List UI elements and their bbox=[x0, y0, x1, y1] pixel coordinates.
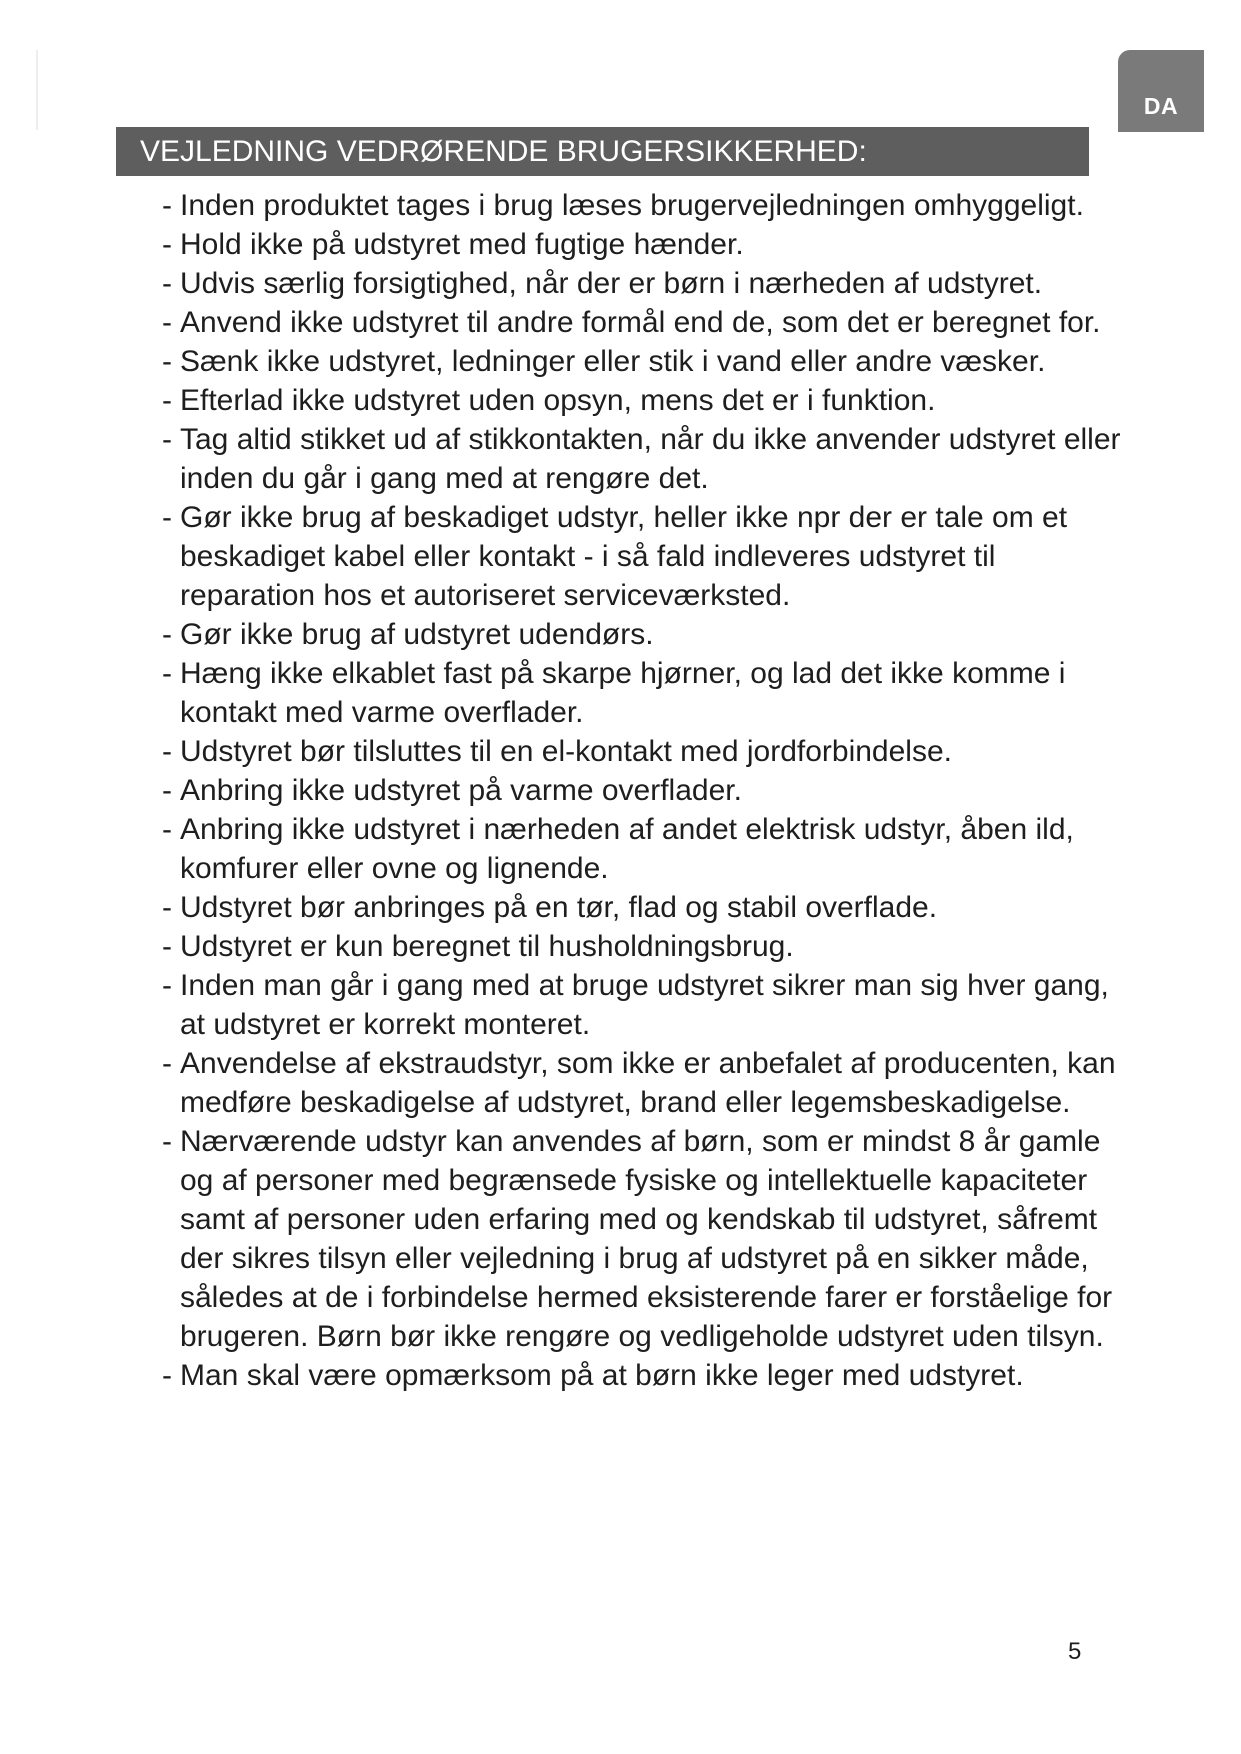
list-item: - Nærværende udstyr kan anvendes af børn, som er mindst 8 år gamle og af personer med begrænsede fysiske og intellektuelle kapaciteter samt af personer uden erfaring med og kendskab til udstyret, såfremt der sikres tilsyn eller vejledning i brug af udstyret på en sikker måde, således at de i forbindelse hermed eksisterende farer er forståelige for brugeren. Børn bør ikke rengøre og vedligeholde udstyret uden tilsyn. bbox=[162, 1122, 1122, 1356]
list-item: - Anbring ikke udstyret i nærheden af andet elektrisk udstyr, åben ild, komfurer eller ovne og lignende. bbox=[162, 810, 1122, 888]
list-item: - Hold ikke på udstyret med fugtige hænder. bbox=[162, 225, 1122, 264]
list-item: - Efterlad ikke udstyret uden opsyn, mens det er i funktion. bbox=[162, 381, 1122, 420]
list-item: - Man skal være opmærksom på at børn ikke leger med udstyret. bbox=[162, 1356, 1122, 1395]
safety-instructions-list bbox=[162, 186, 1122, 1395]
list-item: - Sænk ikke udstyret, ledninger eller stik i vand eller andre væsker. bbox=[162, 342, 1122, 381]
language-tab bbox=[1118, 50, 1204, 132]
section-header bbox=[116, 127, 1089, 176]
list-item: - Udstyret er kun beregnet til husholdningsbrug. bbox=[162, 927, 1122, 966]
list-item: - Inden produktet tages i brug læses brugervejledningen omhyggeligt. bbox=[162, 186, 1122, 225]
list-item: - Anbring ikke udstyret på varme overflader. bbox=[162, 771, 1122, 810]
page-number: 5 bbox=[1068, 1638, 1082, 1665]
list-item: - Inden man går i gang med at bruge udstyret sikrer man sig hver gang, at udstyret er korrekt monteret. bbox=[162, 966, 1122, 1044]
page-edge-line bbox=[36, 50, 38, 130]
list-item: - Udstyret bør tilsluttes til en el-kontakt med jordforbindelse. bbox=[162, 732, 1122, 771]
list-item: - Tag altid stikket ud af stikkontakten, når du ikke anvender udstyret eller inden du går i gang med at rengøre det. bbox=[162, 420, 1122, 498]
list-item: - Gør ikke brug af beskadiget udstyr, heller ikke npr der er tale om et beskadiget kabel eller kontakt - i så fald indleveres udstyret til reparation hos et autoriseret serviceværksted. bbox=[162, 498, 1122, 615]
list-item: - Udvis særlig forsigtighed, når der er børn i nærheden af udstyret. bbox=[162, 264, 1122, 303]
list-item: - Hæng ikke elkablet fast på skarpe hjørner, og lad det ikke komme i kontakt med varme overflader. bbox=[162, 654, 1122, 732]
list-item: - Anvend ikke udstyret til andre formål end de, som det er beregnet for. bbox=[162, 303, 1122, 342]
language-tab-label: DA bbox=[1143, 93, 1179, 119]
list-item: - Gør ikke brug af udstyret udendørs. bbox=[162, 615, 1122, 654]
list-item: - Anvendelse af ekstraudstyr, som ikke er anbefalet af producenten, kan medføre beskadigelse af udstyret, brand eller legemsbeskadigelse. bbox=[162, 1044, 1122, 1122]
list-item: - Udstyret bør anbringes på en tør, flad og stabil overflade. bbox=[162, 888, 1122, 927]
section-title: VEJLEDNING VEDRØRENDE BRUGERSIKKERHED: bbox=[140, 135, 867, 168]
